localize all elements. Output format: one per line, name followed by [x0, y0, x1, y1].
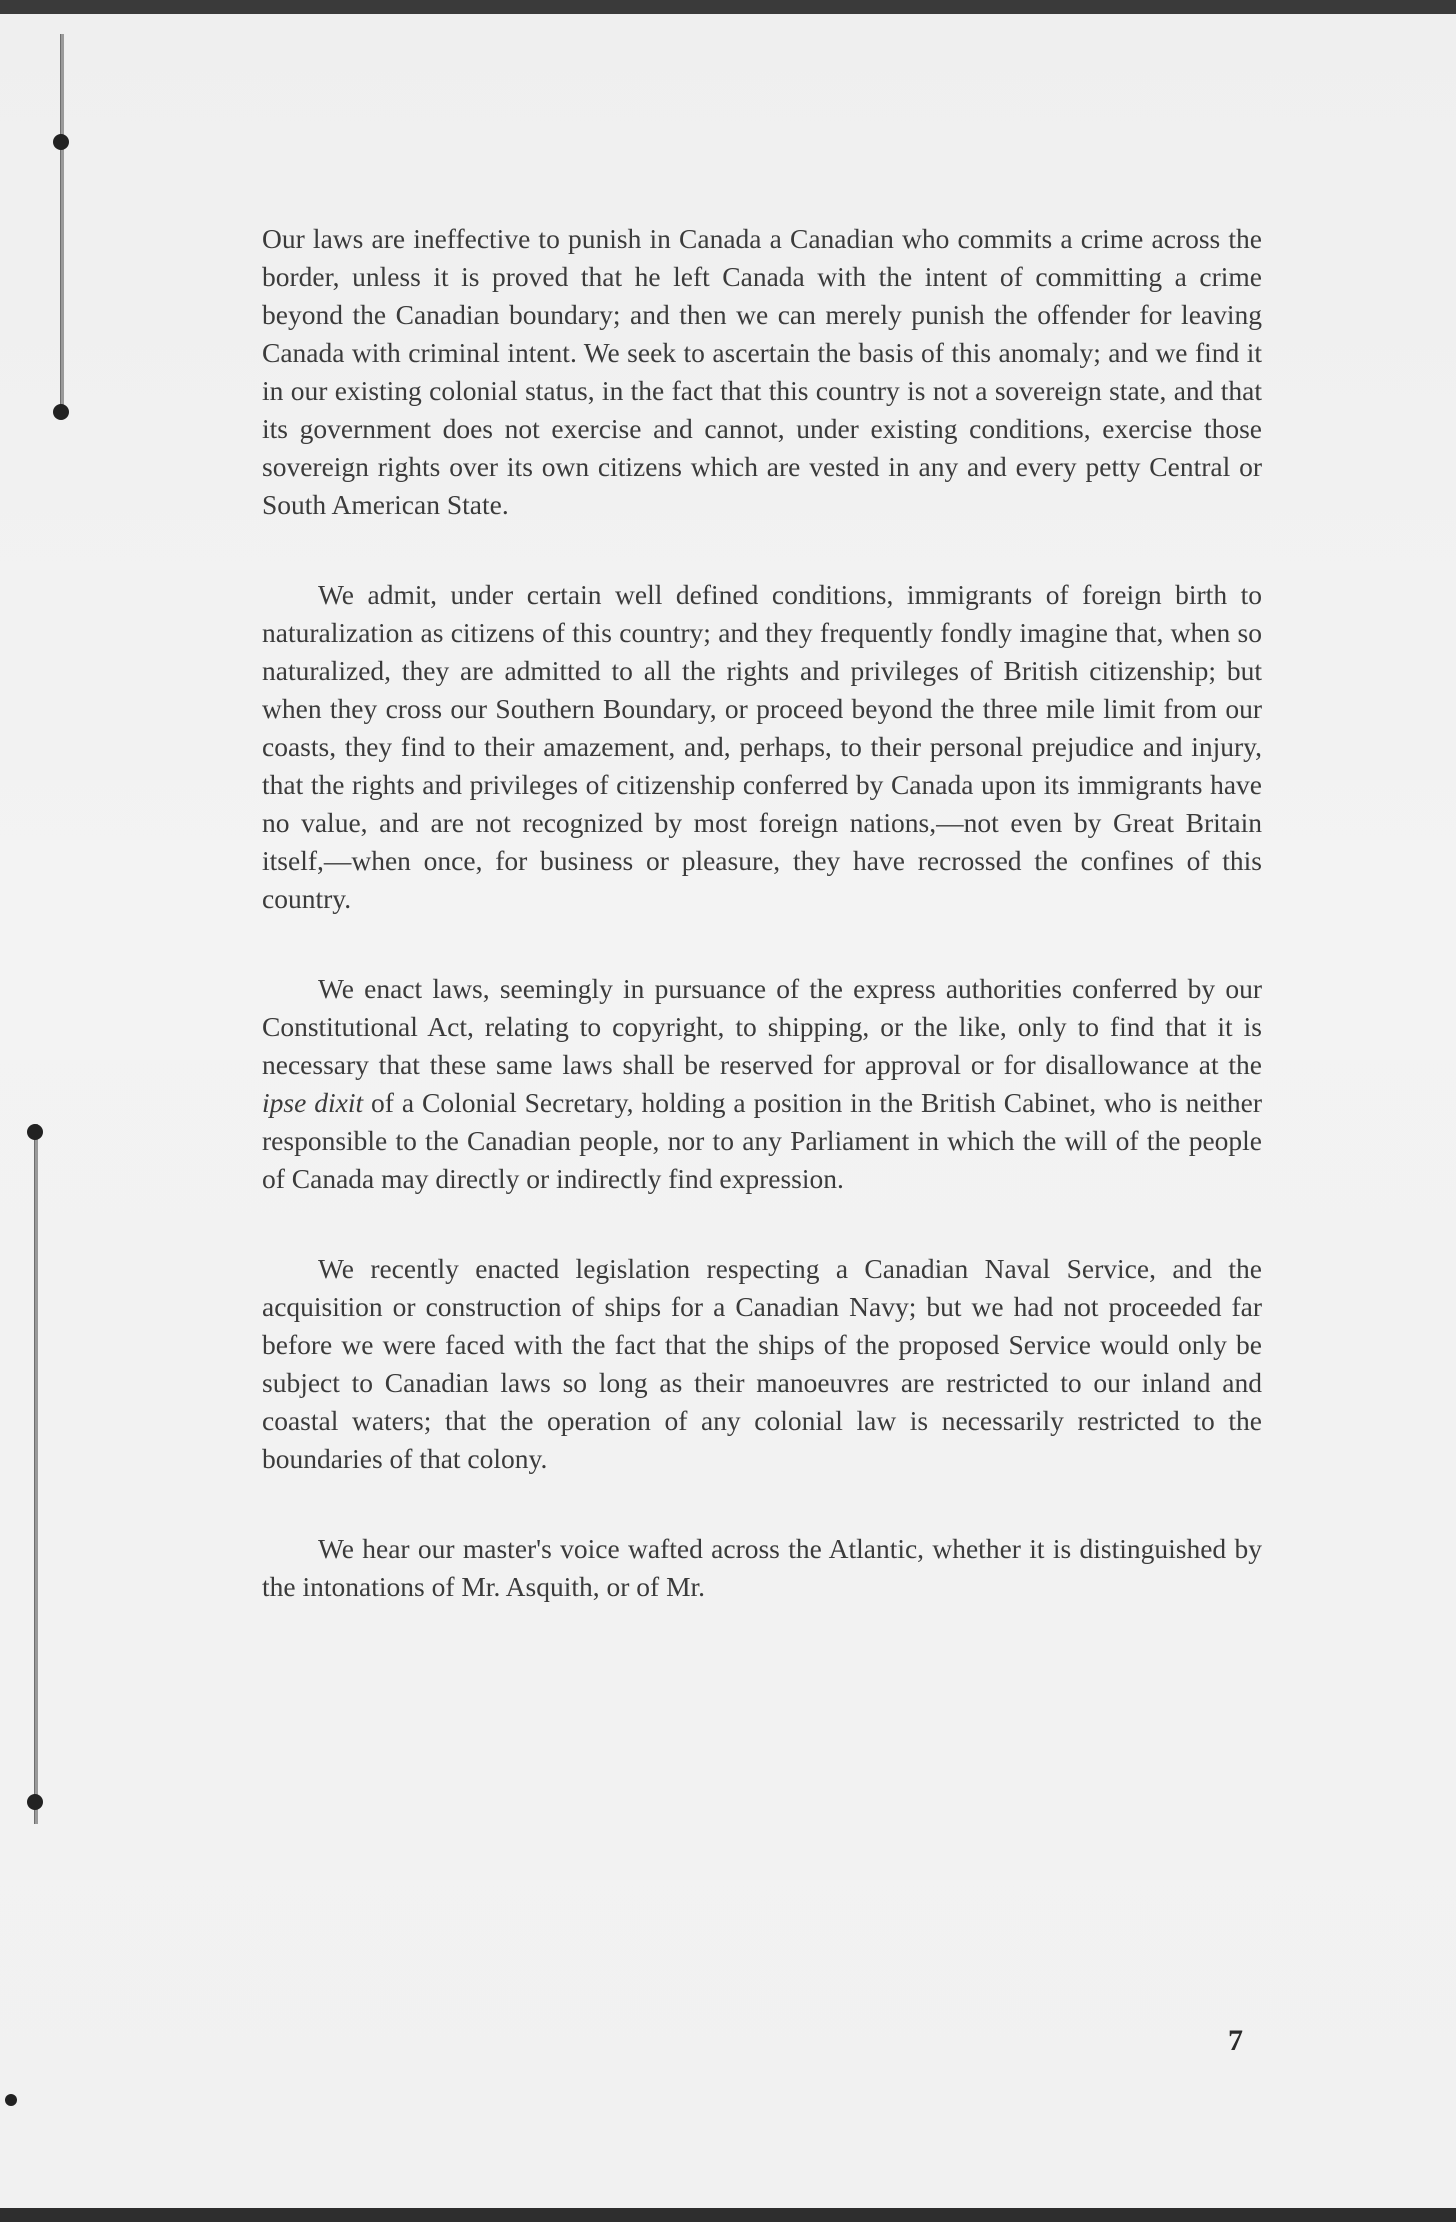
paragraph-3 — [262, 970, 1262, 1198]
paragraph-3-after: of a Colonial Secretary, holding a position in the British Cabinet, who is neither responsible to the Canadian people, nor to any Parliament in which the will of the people of Canada may directly or indirectly find expression. — [262, 1087, 1262, 1194]
paragraph-2: We admit, under certain well defined conditions, immigrants of foreign birth to naturalization as citizens of this country; and they frequently fondly imagine that, when so naturalized, they are admitted to all the rights and privileges of British citizenship; but when they cross our Southern Boundary, or proceed beyond the three mile limit from our coasts, they find to their amazement, and, perhaps, to their personal prejudice and injury, that the rights and privileges of citizenship conferred by Canada upon its immigrants have no value, and are not recognized by most foreign nations,—not even by Great Britain itself,—when once, for business or pleasure, they have recrossed the confines of this country. — [262, 579, 1262, 914]
paragraph-4: We recently enacted legislation respecting a Canadian Naval Service, and the acquisition or construction of ships for a Canadian Navy; but we had not proceeded far before we were faced with the fact that the ships of the proposed Service would only be subject to Canadian laws so long as their manoeuvres are restricted to our inland and coastal waters; that the operation of any colonial law is necessarily restricted to the boundaries of that colony. — [262, 1253, 1262, 1474]
binding-thread — [0, 14, 70, 2222]
body-text — [262, 220, 1262, 1658]
paragraph-3-italic: ipse dixit — [262, 1087, 364, 1118]
page-number: 7 — [1228, 2024, 1243, 2057]
paragraph-1: Our laws are ineffective to punish in Canada a Canadian who commits a crime across the border, unless it is proved that he left Canada with the intent of committing a crime beyond the Canadian boundary; and then we can merely punish the offender for leaving Canada with criminal intent. We seek to ascertain the basis of this anomaly; and we find it in our existing colonial status, in the fact that this country is not a sovereign state, and that its government does not exercise and cannot, under existing conditions, exercise those sovereign rights over its own citizens which are vested in any and every petty Central or South American State. — [262, 223, 1262, 520]
scan-top-edge — [0, 0, 1456, 14]
paragraph-5: We hear our master's voice wafted across the Atlantic, whether it is distinguished by the intonations of Mr. Asquith, or of Mr. — [262, 1533, 1262, 1602]
paragraph-3-before: We enact laws, seemingly in pursuance of the express authorities conferred by our Constitutional Act, relating to copyright, to shipping, or the like, only to find that it is necessary that these same laws shall be reserved for approval or for disallowance at the — [262, 973, 1262, 1080]
